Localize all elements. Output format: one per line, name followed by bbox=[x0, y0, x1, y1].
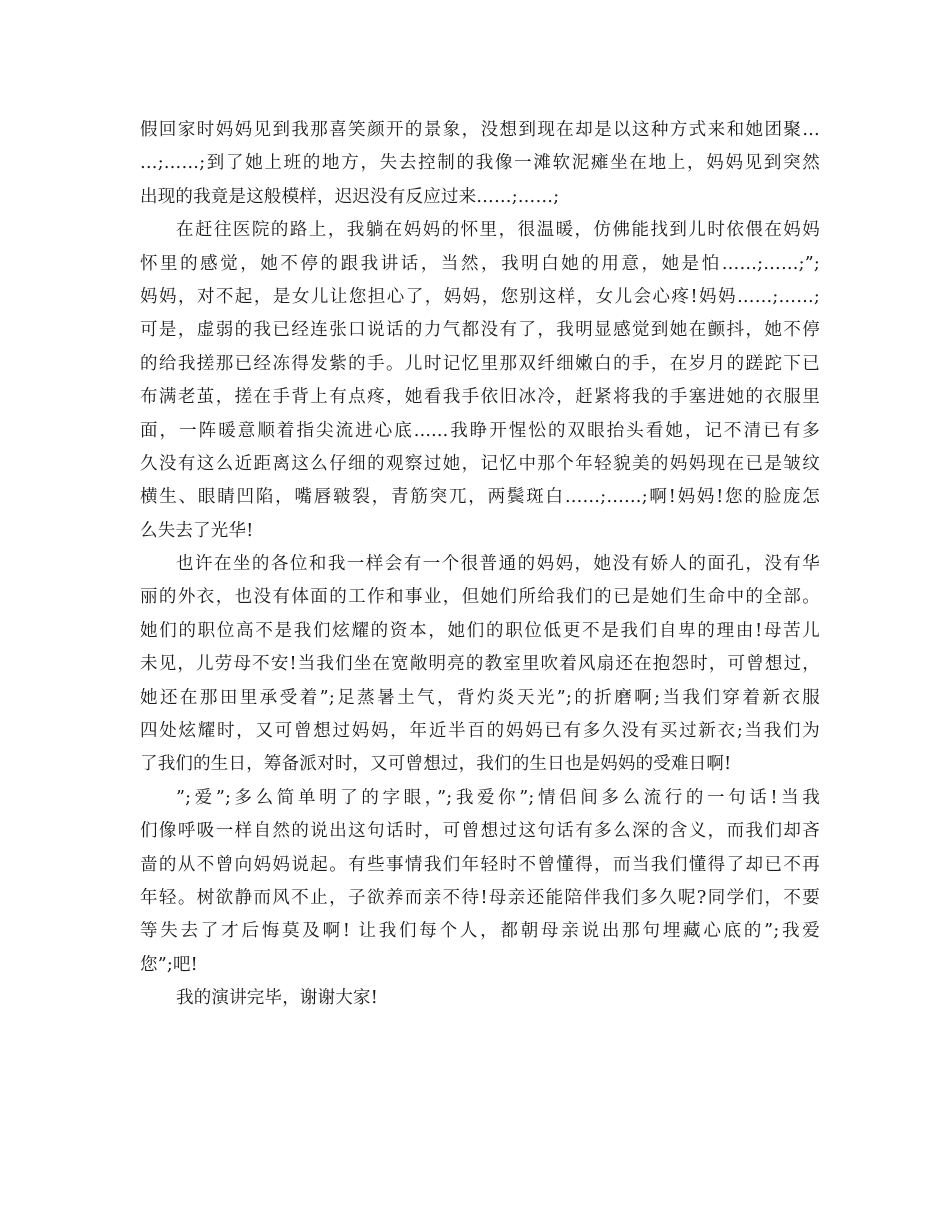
text-line: 未见，儿劳母不安!当我们坐在宽敞明亮的教室里吹着风扇还在抱怨时，可曾想过， bbox=[140, 654, 820, 675]
text-line: 假回家时妈妈见到我那喜笑颜开的景象，没想到现在却是以这种方式来和她团聚… bbox=[140, 120, 820, 140]
text-line: 久没有这么近距离这么仔细的观察过她，记忆中那个年轻貌美的妈妈现在已是皱纹 bbox=[140, 453, 820, 474]
text-line: …;……;到了她上班的地方，失去控制的我像一滩软泥瘫坐在地上，妈妈见到突然 bbox=[140, 153, 820, 174]
text-line: 啬的从不曾向妈妈说起。有些事情我们年轻时不曾懂得，而当我们懂得了却已不再 bbox=[140, 854, 820, 875]
text-line: 的给我搓那已经冻得发紫的手。儿时记忆里那双纤细嫩白的手，在岁月的蹉跎下已 bbox=[140, 353, 820, 374]
text-line: 出现的我竟是这般模样，迟迟没有反应过来……;……; bbox=[140, 186, 560, 207]
text-line: 么失去了光华! bbox=[140, 520, 254, 541]
text-line: 了我们的生日，筹备派对时，又可曾想过，我们的生日也是妈妈的受难日啊! bbox=[140, 754, 732, 775]
text-line: 妈妈，对不起，是女儿让您担心了，妈妈，您别这样，女儿会心疼!妈妈……;……; bbox=[140, 286, 820, 307]
text-line: 您”;吧! bbox=[140, 954, 198, 975]
text-line: 横生、眼睛凹陷，嘴唇皲裂，青筋突兀，两鬓斑白……;……;啊!妈妈!您的脸庞怎 bbox=[140, 487, 820, 508]
text-line: 年轻。树欲静而风不止，子欲养而亲不待!母亲还能陪伴我们多久呢?同学们，不要 bbox=[140, 887, 820, 908]
text-line: 布满老茧，搓在手背上有点疼，她看我手依旧冰冷，赶紧将我的手塞进她的衣服里 bbox=[140, 387, 820, 408]
text-line: 丽的外衣，也没有体面的工作和事业，但她们所给我们的已是她们生命中的全部。 bbox=[140, 587, 820, 608]
text-line: 们像呼吸一样自然的说出这句话时，可曾想过这句话有多么深的含义，而我们却吝 bbox=[140, 821, 820, 842]
paragraph-first-line: 我的演讲完毕，谢谢大家! bbox=[176, 988, 378, 1009]
text-line: 她还在那田里承受着”;足蒸暑土气，背灼炎天光”;的折磨啊;当我们穿着新衣服 bbox=[140, 687, 820, 708]
paragraph-first-line: 也许在坐的各位和我一样会有一个很普通的妈妈，她没有娇人的面孔，没有华 bbox=[176, 554, 820, 575]
paragraph-first-line: ”;爱”;多么简单明了的字眼，”;我爱你”;情侣间多么流行的一句话!当我 bbox=[176, 787, 820, 808]
text-line: 怀里的感觉，她不停的跟我讲话，当然，我明白她的用意，她是怕……;……;”; bbox=[140, 253, 820, 274]
text-line: 等失去了才后悔莫及啊! 让我们每个人，都朝母亲说出那句埋藏心底的”;我爱 bbox=[140, 921, 820, 942]
text-line: 可是，虚弱的我已经连张口说话的力气都没有了，我明显感觉到她在颤抖，她不停 bbox=[140, 320, 820, 341]
speech-text-body bbox=[140, 114, 820, 1016]
text-line: 四处炫耀时，又可曾想过妈妈，年近半百的妈妈已有多久没有买过新衣;当我们为 bbox=[140, 721, 820, 742]
text-line: 她们的职位高不是我们炫耀的资本，她们的职位低更不是我们自卑的理由!母苦儿 bbox=[140, 620, 820, 641]
paragraph-first-line: 在赶往医院的路上，我躺在妈妈的怀里，很温暖，仿佛能找到儿时依偎在妈妈 bbox=[176, 220, 820, 241]
text-line: 面，一阵暖意顺着指尖流进心底......我睁开惺忪的双眼抬头看她，记不清已有多 bbox=[140, 420, 820, 441]
